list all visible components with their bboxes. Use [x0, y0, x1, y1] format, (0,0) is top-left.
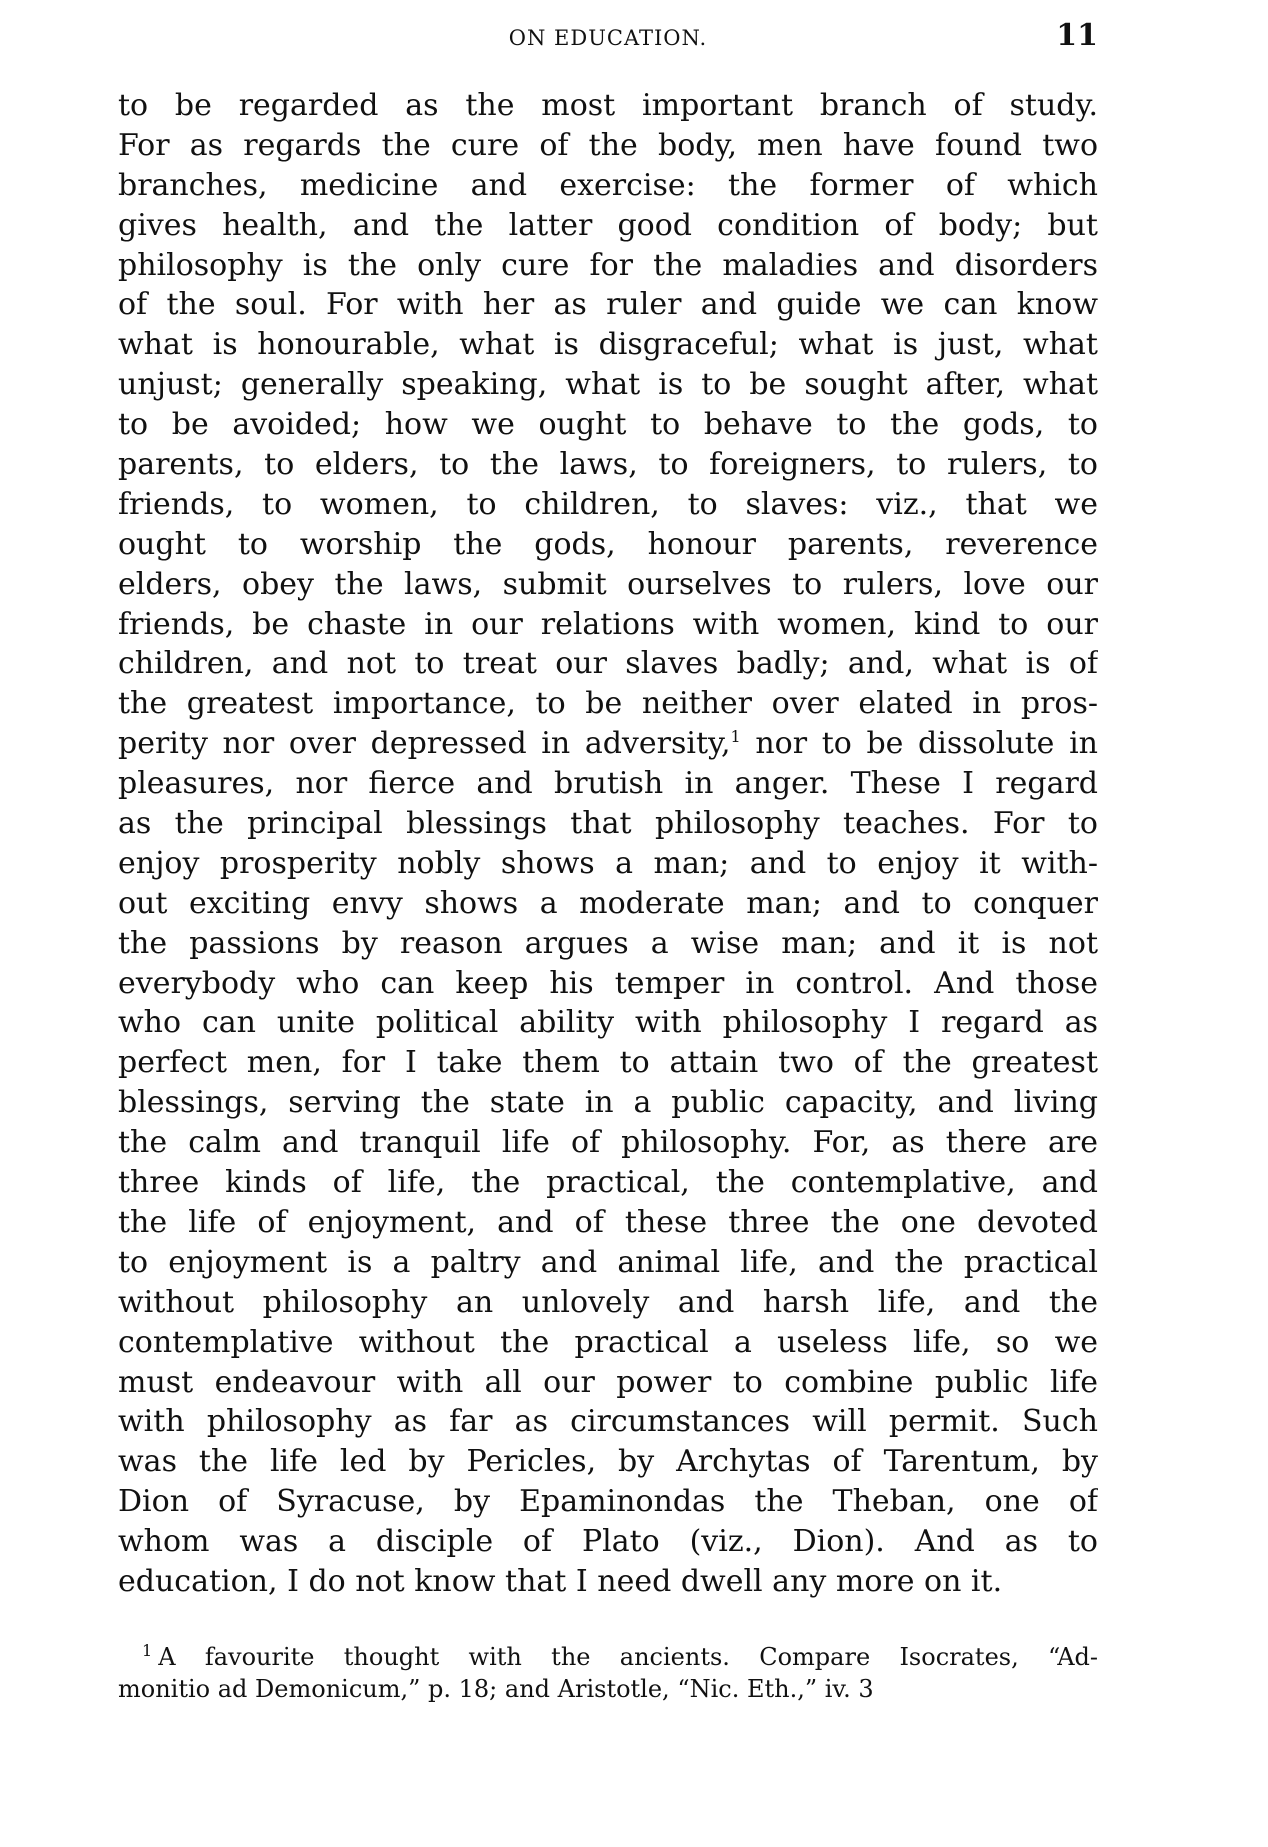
text-line: of the soul. For with her as ruler and guide we can know	[118, 287, 1098, 323]
text-line: the greatest importance, to be neither over elated in pros-	[118, 686, 1098, 722]
text-line: who can unite political ability with philosophy I regard as	[118, 1005, 1098, 1041]
text-line: was the life led by Pericles, by Archytas of Tarentum, by	[118, 1444, 1098, 1480]
text-line: blessings, serving the state in a public capacity, and living	[118, 1085, 1098, 1121]
text-line: gives health, and the latter good condition of body; but	[118, 207, 1098, 243]
text-line: what is honourable, what is disgraceful; what is just, what	[118, 327, 1098, 363]
footnote-text: A favourite thought with the ancients. Compare Isocrates, “Ad-	[158, 1643, 1098, 1671]
text-line: the calm and tranquil life of philosophy. For, as there are	[118, 1125, 1098, 1161]
text-line: to be regarded as the most important branch of study.	[118, 88, 1098, 123]
text-line: without philosophy an unlovely and harsh life, and the	[118, 1284, 1098, 1320]
text-line: perfect men, for I take them to attain two of the greatest	[118, 1045, 1098, 1081]
text-line: with philosophy as far as circumstances will permit. Such	[118, 1404, 1098, 1440]
text-line: must endeavour with all our power to combine public life	[118, 1364, 1098, 1400]
footnote-reference: 1	[730, 727, 741, 747]
text-line: ought to worship the gods, honour parents, reverence	[118, 526, 1098, 562]
footnote-line: monitio ad Demonicum,” p. 18; and Aristotle, “Nic. Eth.,” iv. 3	[118, 1675, 874, 1703]
text-line: unjust; generally speaking, what is to be sought after, what	[118, 367, 1098, 403]
text-line: the life of enjoyment, and of these three the one devoted	[118, 1204, 1098, 1240]
text-line: everybody who can keep his temper in control. And those	[118, 965, 1098, 1001]
footnote	[118, 1641, 1098, 1705]
text-line: branches, medicine and exercise: the former of which	[118, 167, 1098, 203]
text-line: education, I do not know that I need dwell any more on it.	[118, 1563, 1003, 1599]
text-line: enjoy prosperity nobly shows a man; and to enjoy it with-	[118, 845, 1098, 881]
text-line-end: nor to be dissolute in	[740, 726, 1098, 762]
footnote-line	[118, 1641, 1098, 1673]
text-line: whom was a disciple of Plato (viz., Dion). And as to	[118, 1524, 1098, 1560]
text-line: elders, obey the laws, submit ourselves to rulers, love our	[118, 566, 1098, 602]
page-number: 11	[1056, 18, 1098, 53]
text-line: For as regards the cure of the body, men have found two	[118, 127, 1098, 163]
page-header	[118, 12, 1098, 62]
text-line: parents, to elders, to the laws, to foreigners, to rulers, to	[118, 447, 1098, 483]
text-line: to enjoyment is a paltry and animal life, and the practical	[118, 1244, 1098, 1280]
text-line: children, and not to treat our slaves badly; and, what is of	[118, 646, 1098, 682]
text-line: friends, be chaste in our relations with women, kind to our	[118, 606, 1098, 642]
text-line-with-footnote-ref	[118, 724, 1098, 764]
text-line: contemplative without the practical a useless life, so we	[118, 1324, 1098, 1360]
text-line-start: perity nor over depressed in adversity,	[118, 726, 731, 762]
text-line: as the principal blessings that philosophy teaches. For to	[118, 806, 1098, 842]
text-line: three kinds of life, the practical, the contemplative, and	[118, 1165, 1098, 1201]
text-line: out exciting envy shows a moderate man; and to conquer	[118, 885, 1098, 921]
footnote-marker: 1	[142, 1641, 153, 1660]
text-line: to be avoided; how we ought to behave to the gods, to	[118, 407, 1098, 443]
text-line: pleasures, nor fierce and brutish in anger. These I regard	[118, 766, 1098, 802]
text-line: the passions by reason argues a wise man; and it is not	[118, 925, 1098, 961]
text-line: friends, to women, to children, to slaves: viz., that we	[118, 486, 1098, 522]
running-title: ON EDUCATION.	[508, 26, 708, 50]
text-line: Dion of Syracuse, by Epaminondas the Theban, one of	[118, 1484, 1098, 1520]
text-line: philosophy is the only cure for the maladies and disorders	[118, 247, 1098, 283]
body-text	[118, 86, 1098, 1602]
